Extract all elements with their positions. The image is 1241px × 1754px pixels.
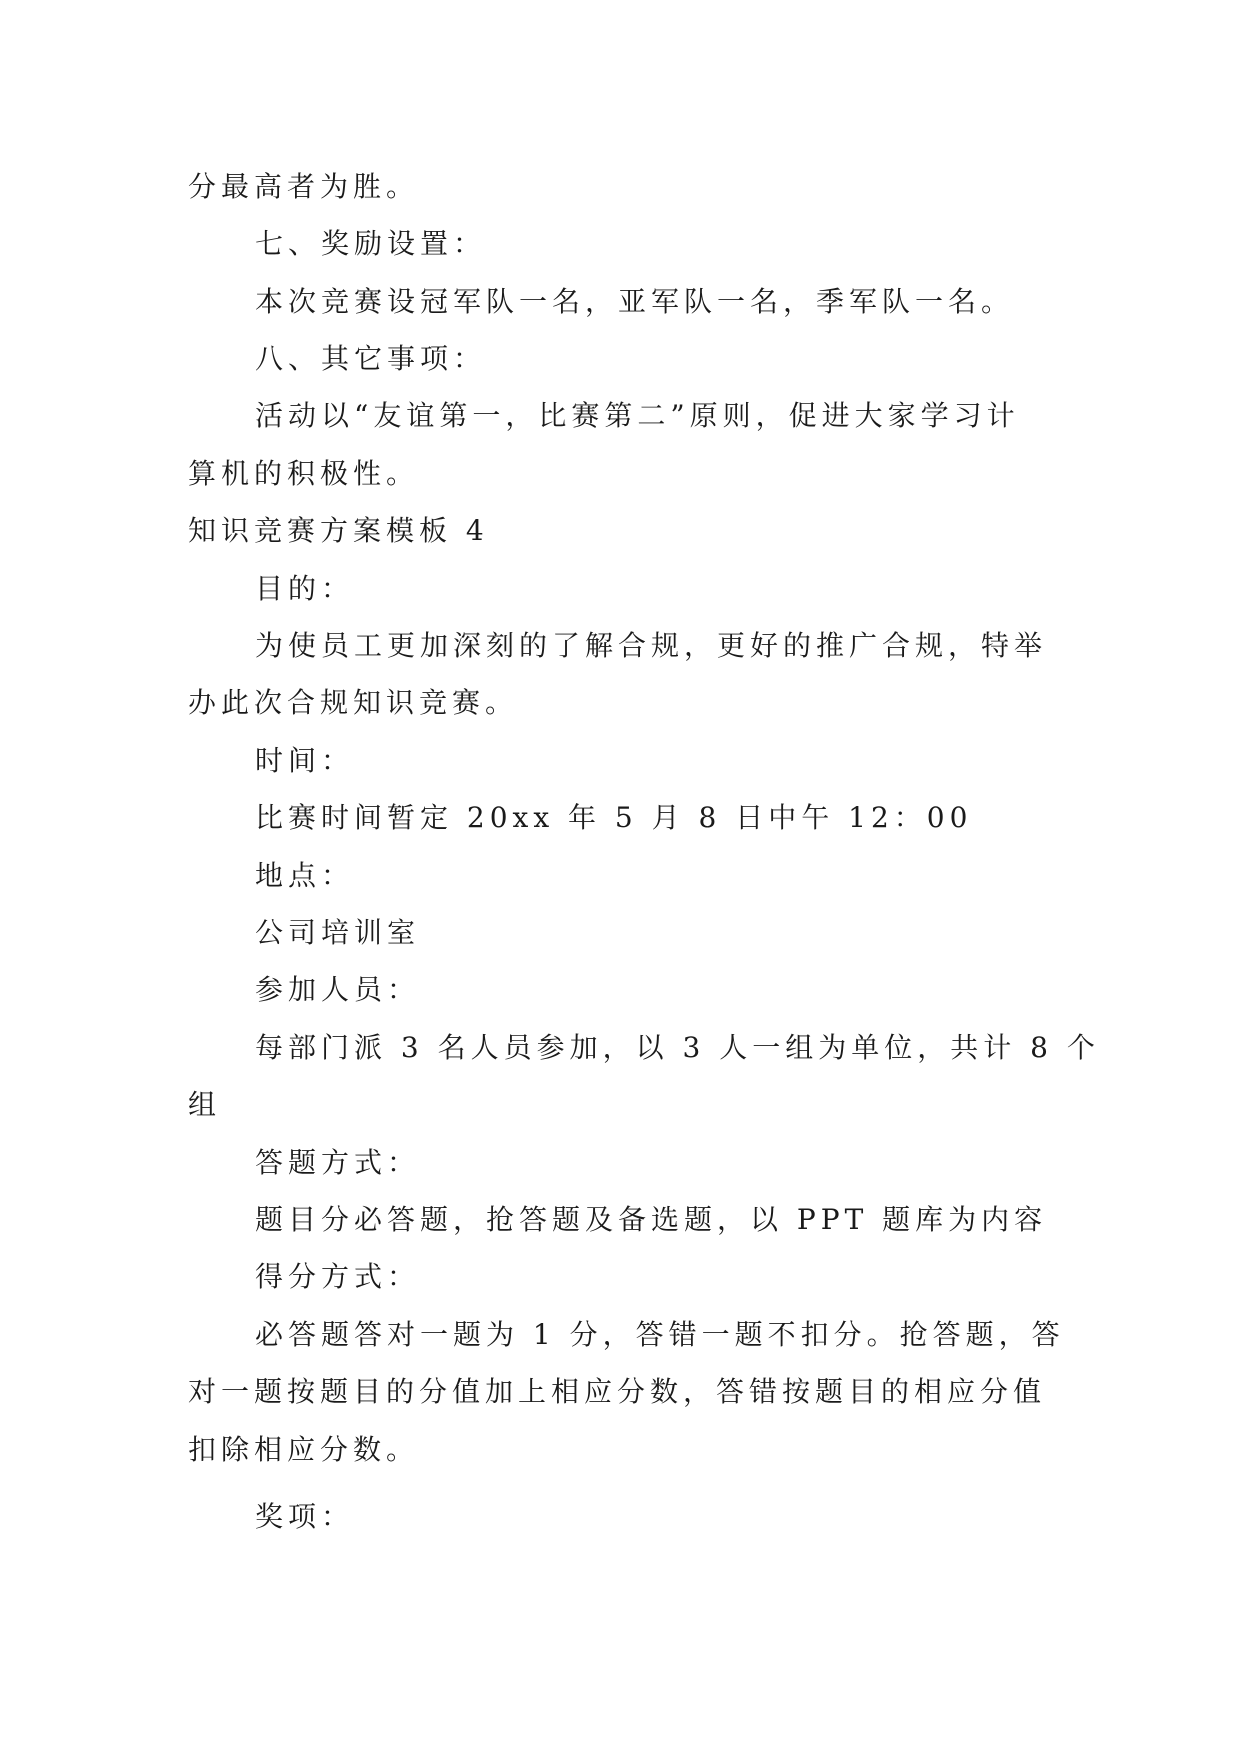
section-heading-answer-method: 答题方式： xyxy=(255,1146,421,1179)
text-line: 组 xyxy=(188,1088,222,1121)
section-heading-time: 时间： xyxy=(255,744,355,777)
text-line: 比赛时间暂定 20xx 年 5 月 8 日中午 12：00 xyxy=(255,801,973,834)
document-title: 知识竞赛方案模板 4 xyxy=(188,514,489,547)
text-line: 算机的积极性。 xyxy=(188,457,420,490)
section-heading-scoring: 得分方式： xyxy=(255,1260,421,1293)
text-line: 每部门派 3 名人员参加，以 3 人一组为单位，共计 8 个 xyxy=(255,1031,1100,1064)
text-line: 活动以“友谊第一，比赛第二”原则，促进大家学习计 xyxy=(255,399,1020,432)
section-heading-rewards: 七、奖励设置： xyxy=(255,227,487,260)
text-line: 分最高者为胜。 xyxy=(188,170,420,203)
text-line: 对一题按题目的分值加上相应分数，答错按题目的相应分值 xyxy=(188,1375,1047,1408)
section-heading-awards: 奖项： xyxy=(255,1500,355,1533)
text-line: 办此次合规知识竞赛。 xyxy=(188,686,519,719)
text-line: 本次竞赛设冠军队一名，亚军队一名，季军队一名。 xyxy=(255,285,1015,318)
section-heading-participants: 参加人员： xyxy=(255,973,421,1006)
text-line: 为使员工更加深刻的了解合规，更好的推广合规，特举 xyxy=(255,629,1048,662)
section-heading-location: 地点： xyxy=(255,859,355,892)
section-heading-other: 八、其它事项： xyxy=(255,342,487,375)
text-line: 必答题答对一题为 1 分，答错一题不扣分。抢答题，答 xyxy=(255,1318,1065,1351)
text-line: 题目分必答题，抢答题及备选题，以 PPT 题库为内容 xyxy=(255,1203,1048,1236)
text-line: 扣除相应分数。 xyxy=(188,1433,420,1466)
section-heading-purpose: 目的： xyxy=(255,572,355,605)
text-line: 公司培训室 xyxy=(255,916,421,949)
